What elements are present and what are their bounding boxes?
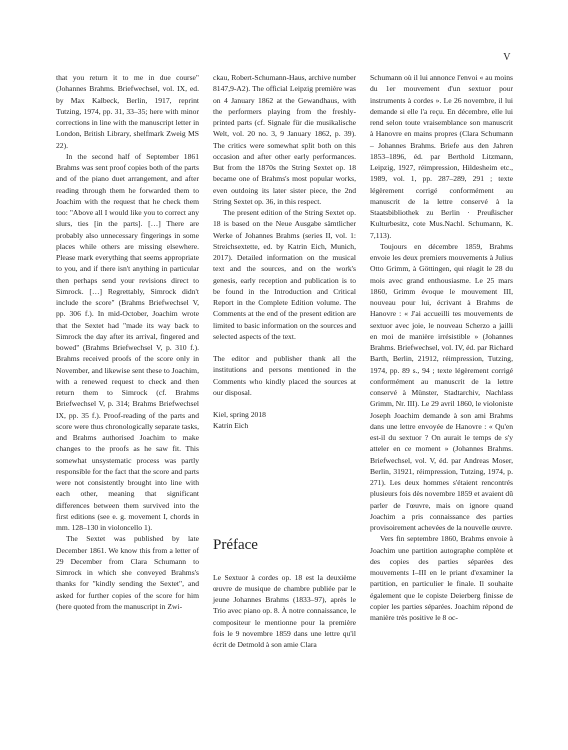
paragraph: Schumann où il lui annonce l'envoi « au moins du 1er mouvement d'un sextuor pour instruments à cordes ». Le 26 novembre, il lui demande si elle l'a reçu. En décembre, elle lui rend selon toute vraisemblance son manuscrit à Hanovre en mains propres (Clara Schumann – Johannes Brahms. Briefe aus den Jahren 1853–1896, éd. par Berthold Litzmann, Leipzig, 1927, réimpression, Hildesheim etc., 1989, vol. 1, pp. 287–289, 291 ; texte légèrement corrigé conformément au manuscrit de la lettre conservé à la Staatsbibliothek zu Berlin · Preußischer Kulturbesitz, cote Mus.Nachl. Schumann, K. 7,113). [370, 73, 513, 240]
paragraph: ckau, Robert-Schumann-Haus, archive number 8147,9-A2). The official Leipzig première was on 4 January 1862 at the Gewandhaus, with the performers playing from the freshly-printed parts (cf. Signale für die musikalische Welt, vol. 20 no. 3, 9 January 1862, p. 39). The critics were somewhat split both on this occasion and after other early performances. But from the 1870s the String Sextet op. 18 became one of Brahms's most popular works, even outdoing its later sister piece, the 2nd String Sextet op. 36, in this respect. [213, 73, 356, 206]
paragraph: The present edition of the String Sextet op. 18 is based on the Neue Ausgabe sämtlicher Werke of Johannes Brahms (series II, vol. 1: Streichsextette, ed. by Katrin Eich, Munich, 2017). Detailed information on the musical text and the sources, and on the work's genesis, early reception and publication is to be found in the Introduction and Critical Report in the Complete Edition volume. The Comments at the end of the present edition are limited to basic information on the sources and selected aspects of the text. [213, 208, 356, 341]
signature-author: Katrin Eich [213, 421, 249, 431]
paragraph: The Sextet was published by late December 1861. We know this from a letter of 29 December from Clara Schumann to Simrock in which she conveyed Brahms's thanks for "kindly sending the Sextet", and asked for further copies of the score for him (here quoted from the manuscript in Zwi- [56, 534, 199, 611]
page-number: V [503, 52, 511, 63]
english-column-2 [213, 72, 356, 650]
paragraph: that you return it to me in due course" (Johannes Brahms. Briefwechsel, vol. IX, ed. by Max Kalbeck, Berlin, 1917, reprint Tutzing, 1974, pp. 31, 33–35; here with minor corrections in line with the manuscript letter in London, British Library, shelfmark Zweig MS 22). [56, 73, 199, 150]
signature-place-date: Kiel, spring 2018 [213, 410, 266, 419]
paragraph: Le Sextuor à cordes op. 18 est la deuxième œuvre de musique de chambre publiée par le jeune Johannes Brahms (1833–97), après le Trio avec piano op. 8. À notre connaissance, le compositeur le mentionne pour la première fois le 9 novembre 1859 dans une lettre qu'il écrit de Detmold à son amie Clara [213, 572, 356, 649]
french-column [370, 72, 513, 623]
preface-heading: Préface [213, 536, 258, 553]
english-column-1 [56, 72, 199, 612]
paragraph: Toujours en décembre 1859, Brahms envoie les deux premiers mouvements à Julius Otto Grimm, à Göttingen, qui réagit le 28 du mois avec grand enthousiasme. Le 25 mars 1860, Grimm évoque le mouvement III, nouveau pour lui, écrivant à Brahms de Hanovre : « J'ai accueilli tes mouvements de sextuor avec joie, le nouveau Scherzo a jailli en moi de manière irrésistible » (Johannes Brahms. Briefwechsel, vol. IV, éd. par Richard Barth, Berlin, 21912, réimpression, Tutzing, 1974, pp. 89 s., 94 ; texte légèrement corrigé conformément au manuscrit de la lettre conservé à Münster, Stadtarchiv, Nachlass Grimm, Nr. III). Le 29 avril 1860, le violoniste Joseph Joachim demande à son ami Brahms dans une lettre envoyée de Hanovre : « Qu'en est-il du sextuor ? On aurait le temps de s'y atteler en ce moment » (Johannes Brahms. Briefwechsel, vol. V, éd. par Andreas Moser, Berlin, 31921, réimpression, Tutzing, 1974, p. 271). Les deux hommes s'étaient rencontrés plusieurs fois dès novembre 1859 et avaient dû parler de l'œuvre, mais on ignore quand Joachim a pris connaissance des parties provisoirement achevées de la nouvelle œuvre. [370, 241, 513, 532]
acknowledgement: The editor and publisher thank all the institutions and persons mentioned in the Comments who kindly placed the sources at our disposal. [213, 354, 356, 397]
paragraph: In the second half of September 1861 Brahms was sent proof copies both of the parts and of the piano duet arrangement, and after reading through them he forwarded them to Joachim with the request that he check them too: "Above all I would like you to correct any slurs, ties [in the parts]. […] There are probably also unnecessary fingerings in some places while others are missing elsewhere. Please mark everything that seems appropriate to you, and if there isn't anything in particular then perhaps send your revisions direct to Simrock. […] Regrettably, Simrock didn't include the score" (Brahms Briefwechsel V, pp. 306 f.). In mid-October, Joachim wrote that the Sextet had "made its way back to Simrock the day after its arrival, fingered and bowed" (Brahms Briefwechsel V, p. 310 f.). Brahms received proofs of the score only in November, and likewise sent these to Joachim, with a renewed request to check and then return them to Simrock (cf. Brahms Briefwechsel V, p. 314; Brahms Briefwechsel IX, pp. 35 f.). Proof-reading of the parts and score were thus chronologically separate tasks, and Brahms authorised Joachim to make changes to the proofs as he saw fit. This somewhat unsystematic process was partly responsible for the fact that the score and parts were not consistently brought into line with each other, meaning that significant differences between them survived into the first editions (see e. g. movement I, chords in mm. 128–130 in violoncello 1). [56, 151, 199, 532]
paragraph: Vers fin septembre 1860, Brahms envoie à Joachim une partition autographe complète et des copies des parties séparées des mouvements I–III en le priant d'examiner la partition, en particulier le finale. Il souhaite également que le copiste Deierberg finisse de copier les parties séparées. Joachim répond de manière très positive le 8 oc- [370, 534, 513, 622]
